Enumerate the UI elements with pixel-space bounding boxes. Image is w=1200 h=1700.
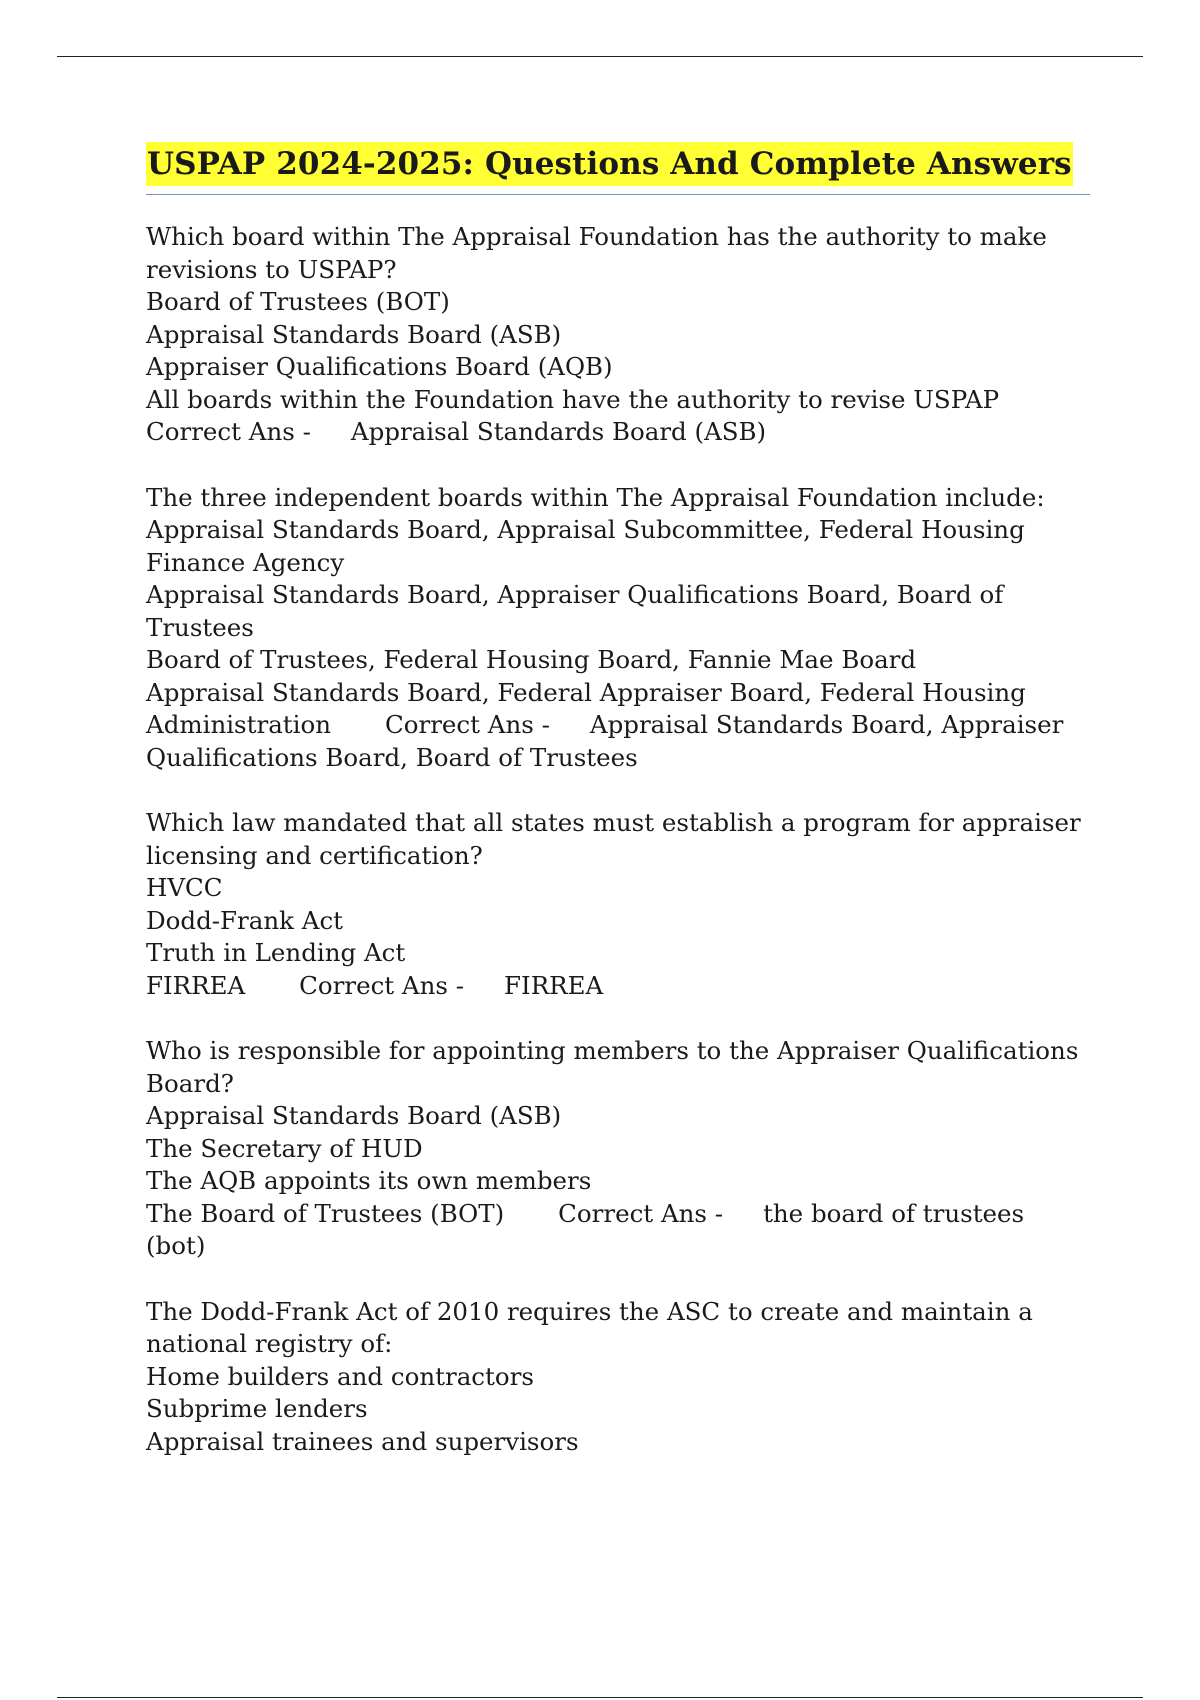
correct-answer: Appraisal Standards Board, Appraiser Qualifications Board, Board of Trustees [146, 710, 1064, 772]
question-text: Which board within The Appraisal Foundation has the authority to make revisions to USPAP? [146, 222, 1047, 284]
answer-option: FIRREA [146, 970, 246, 1000]
correct-answer-label: Correct Ans - [558, 1198, 724, 1228]
correct-answer-line [146, 416, 1090, 449]
correct-answer-label: Correct Ans - [385, 710, 550, 739]
answer-option: Home builders and contractors [146, 1361, 534, 1391]
answer-option: Appraisal trainees and supervisors [146, 1426, 579, 1456]
question-text: The three independent boards within The Appraisal Foundation include: [146, 482, 1045, 512]
correct-answer-label: Correct Ans - [299, 970, 465, 1000]
title-block [146, 142, 1090, 195]
qa-item [146, 1035, 1090, 1263]
answer-option: Appraisal Standards Board, Appraisal Subcommittee, Federal Housing Finance Agency [146, 515, 1025, 577]
answer-option: The Secretary of HUD [146, 1133, 423, 1163]
answer-option: The AQB appoints its own members [146, 1166, 592, 1195]
answer-option: Board of Trustees (BOT) [146, 287, 450, 316]
correct-answer-line [146, 677, 1090, 775]
bottom-rule [57, 1697, 1143, 1698]
answer-option: Subprime lenders [146, 1394, 368, 1423]
top-rule [57, 56, 1143, 57]
qa-item [146, 807, 1090, 1002]
answer-option: Appraisal Standards Board, Appraiser Qualifications Board, Board of Trustees [146, 580, 1004, 642]
answer-option: Truth in Lending Act [146, 938, 406, 967]
question-text: Who is responsible for appointing members to the Appraiser Qualifications Board? [146, 1036, 1079, 1098]
answer-option: Appraisal Standards Board (ASB) [146, 319, 562, 349]
qa-item [146, 482, 1090, 775]
answer-option: All boards within the Foundation have the authority to revise USPAP [146, 384, 1000, 414]
answer-option: Dodd-Frank Act [146, 905, 344, 935]
document-title: USPAP 2024-2025: Questions And Complete Answers [146, 142, 1073, 186]
answer-option: Board of Trustees, Federal Housing Board, Fannie Mae Board [146, 645, 917, 674]
correct-answer-label: Correct Ans - [146, 417, 311, 446]
question-text: Which law mandated that all states must establish a program for appraiser licensing and certification? [146, 808, 1081, 870]
correct-answer-line [146, 970, 1090, 1003]
answer-option: HVCC [146, 873, 223, 902]
correct-answer-line [146, 1198, 1090, 1263]
answer-option: Appraisal Standards Board (ASB) [146, 1101, 562, 1130]
correct-answer: FIRREA [504, 970, 604, 1000]
answer-option: The Board of Trustees (BOT) [146, 1198, 505, 1228]
correct-answer: the board of trustees (bot) [146, 1198, 1025, 1260]
question-text: The Dodd-Frank Act of 2010 requires the ASC to create and maintain a national registry of: [146, 1296, 1033, 1358]
correct-answer: Appraisal Standards Board (ASB) [350, 417, 767, 446]
document-body [146, 142, 1090, 1491]
answer-option: Appraisal Standards Board, Federal Appraiser Board, Federal Housing Administration [146, 677, 1026, 739]
answer-option: Appraiser Qualifications Board (AQB) [146, 352, 613, 381]
qa-item [146, 221, 1090, 449]
qa-item [146, 1296, 1090, 1459]
